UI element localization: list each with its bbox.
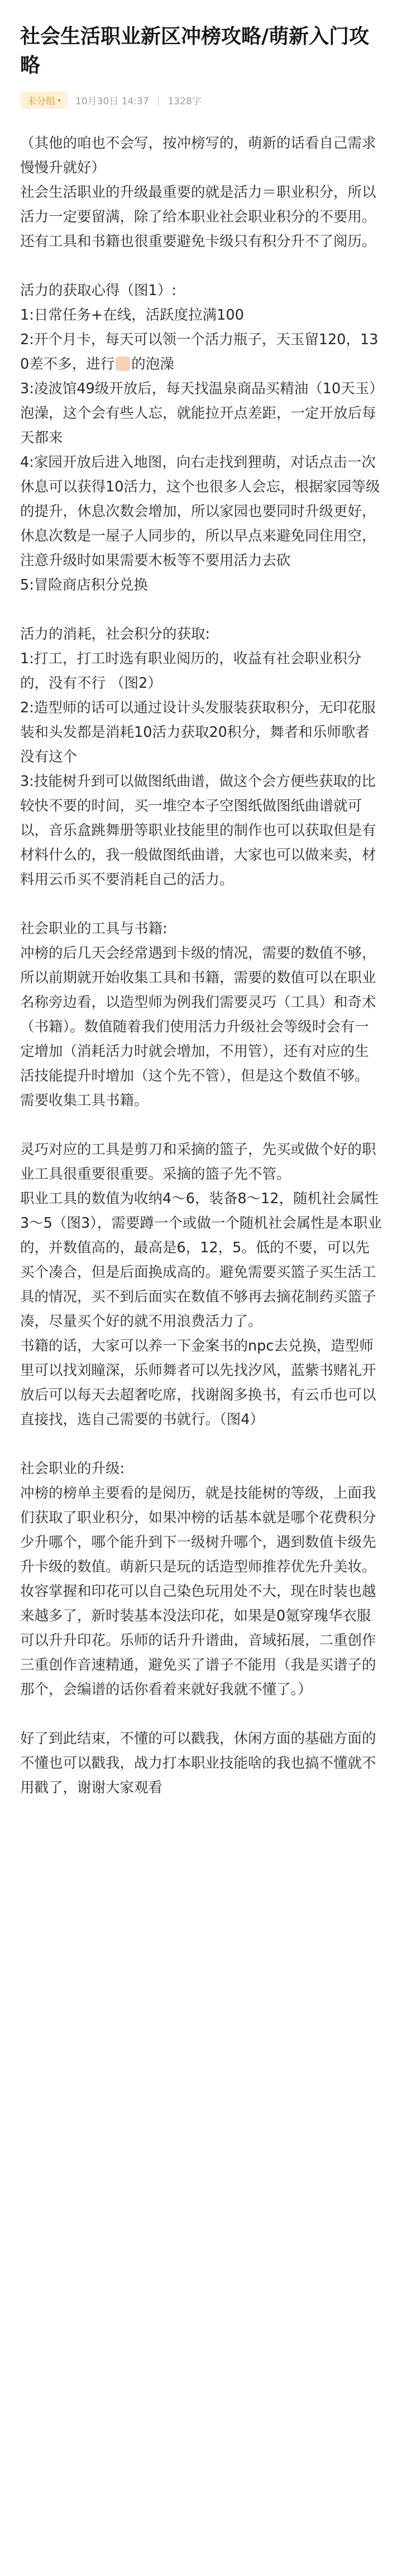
body-paragraph: 灵巧对应的工具是剪刀和采摘的篮子，先买或做个好的职业工具很重要很重要。采摘的篮子先不管。 bbox=[20, 1141, 376, 1183]
section-heading-vitality-use: 活力的消耗，社会积分的获取: bbox=[20, 626, 210, 643]
list-item: 2:造型师的话可以通过设计头发服装获取积分，无印花服装和头发都是消耗10活力获取20积分，舞者和乐师歌者没有这个 bbox=[20, 700, 376, 765]
article-title: 社会生活职业新区冲榜攻略/萌新入门攻略 bbox=[20, 25, 370, 77]
list-item-text: 2:开个月卡，每天可以领一个活力瓶子，天玉留120，130差不多，进行 bbox=[20, 331, 379, 373]
article-meta bbox=[20, 91, 382, 109]
list-item: 3:技能树升到可以做图纸曲谱，做这个会方便些获取的比较快不要的时间，买一堆空本子空图纸做图纸曲谱就可以，音乐盒跳舞册等职业技能里的制作也可以获取但是有材料什么的，我一般做图纸曲谱，大家也可以做来卖，材料用云币买不要消耗自己的活力。 bbox=[20, 773, 376, 888]
list-item: 1:日常任务+在线，活跃度拉满100 bbox=[20, 307, 244, 324]
article-date: 10月30日 14:37 bbox=[75, 96, 149, 107]
body-paragraph: 职业工具的数值为收纳4～6，装备8～12，随机社会属性3～5（图3），需要蹲一个或做一个随机社会属性是本职业的，并数值高的，最高是6，12，5。低的不要，可以先买个凑合，但是后面换成高的。避免需要买篮子买生活工具的情况，买不到后面实在数值不够再去摘花制药买篮子凑，尽量买个好的就不用浪费活力了。 bbox=[20, 1190, 382, 1330]
list-item: 5:冒险商店积分兑换 bbox=[20, 577, 148, 594]
list-item: 1:打工，打工时选有职业阅历的，收益有社会职业积分的，没有不行 （图2） bbox=[20, 650, 362, 692]
body-paragraph: 书籍的话，大家可以养一下金案书的npc去兑换，造型师里可以找刘瞳深，乐师舞者可以先找汐风，蓝紫书赌礼开放后可以每天去超奢吃席，找谢阁多换书，有云币也可以直接找，选自己需要的书就行。（图4） bbox=[20, 1338, 376, 1428]
body-paragraph: 冲榜的榜单主要看的是阅历，就是技能树的等级，上面我们获取了职业积分，如果冲榜的话基本就是哪个花费积分少升哪个，哪个能升到下一级树升哪个，遇到数值卡级先升卡级的数值。萌新只是玩的话造型师推荐优先升美妆。妆容掌握和印花可以自己染色玩用处不大，现在时装也越来越多了，新时装基本没法印花，如果是0氪穿瑰华衣服可以升升印花。乐师的话升升谱曲，音域拓展，二重创作三重创作音速精通，避免买了谱子不能用（我是买谱子的那个，会编谱的话你看着来就好我就不懂了。） bbox=[20, 1485, 376, 1698]
list-item: 3:凌波馆49级开放后，每天找温泉商品买精油（10天玉）泡澡，这个会有些人忘，就能拉开点差距，一定开放后每天都来 bbox=[20, 380, 376, 446]
article-body bbox=[20, 131, 382, 1800]
overview-paragraph: 社会生活职业的升级最重要的就是活力＝职业积分，所以活力一定要留满，除了给本职业社会职业积分的不要用。还有工具和书籍也很重要避免卡级只有积分升不了阅历。 bbox=[20, 184, 376, 250]
closing-paragraph: 好了到此结束，不懂的可以戳我，休闲方面的基础方面的不懂也可以戳我，战力打本职业技能啥的我也搞不懂就不用戳了，谢谢大家观看 bbox=[20, 1730, 376, 1796]
category-badge[interactable] bbox=[20, 91, 68, 109]
pointing-hand-emoji-icon bbox=[116, 356, 130, 371]
intro-paragraph: （其他的咱也不会写，按冲榜写的，萌新的话看自己需求慢慢升就好） bbox=[20, 135, 376, 176]
body-paragraph: 冲榜的后几天会经常遇到卡级的情况，需要的数值不够，所以前期就开始收集工具和书籍，需要的数值可以在职业名称旁边看，以造型师为例我们需要灵巧（工具）和奇术（书籍）。数值随着我们使用活力升级社会等级时会有一定增加（消耗活力时就会增加，不用管），还有对应的生活技能提升时增加（这个先不管），但是这个数值不够。需要收集工具书籍。 bbox=[20, 945, 376, 1109]
section-heading-tools-books: 社会职业的工具与书籍: bbox=[20, 920, 168, 937]
section-heading-upgrade: 社会职业的升级: bbox=[20, 1460, 125, 1477]
meta-divider: | bbox=[156, 94, 160, 106]
chevron-down-icon: ▾ bbox=[58, 96, 61, 104]
list-item: 4:家园开放后进入地图，向右走找到狸萌，对话点击一次休息可以获得10活力，这个也很多人会忘，根据家园等级的提升，休息次数会增加，所以家园也要同时升级更好，休息次数是一屋子人同步的，所以早点来避免同住用空，注意升级时如果需要木板等不要用活力去砍 bbox=[20, 454, 380, 569]
category-label: 未分组 bbox=[27, 96, 55, 107]
word-count: 1328字 bbox=[168, 96, 202, 107]
list-item bbox=[20, 327, 382, 377]
section-heading-vitality-gain: 活力的获取心得（图1）: bbox=[20, 282, 176, 299]
list-item-text: 的泡澡 bbox=[131, 356, 174, 373]
